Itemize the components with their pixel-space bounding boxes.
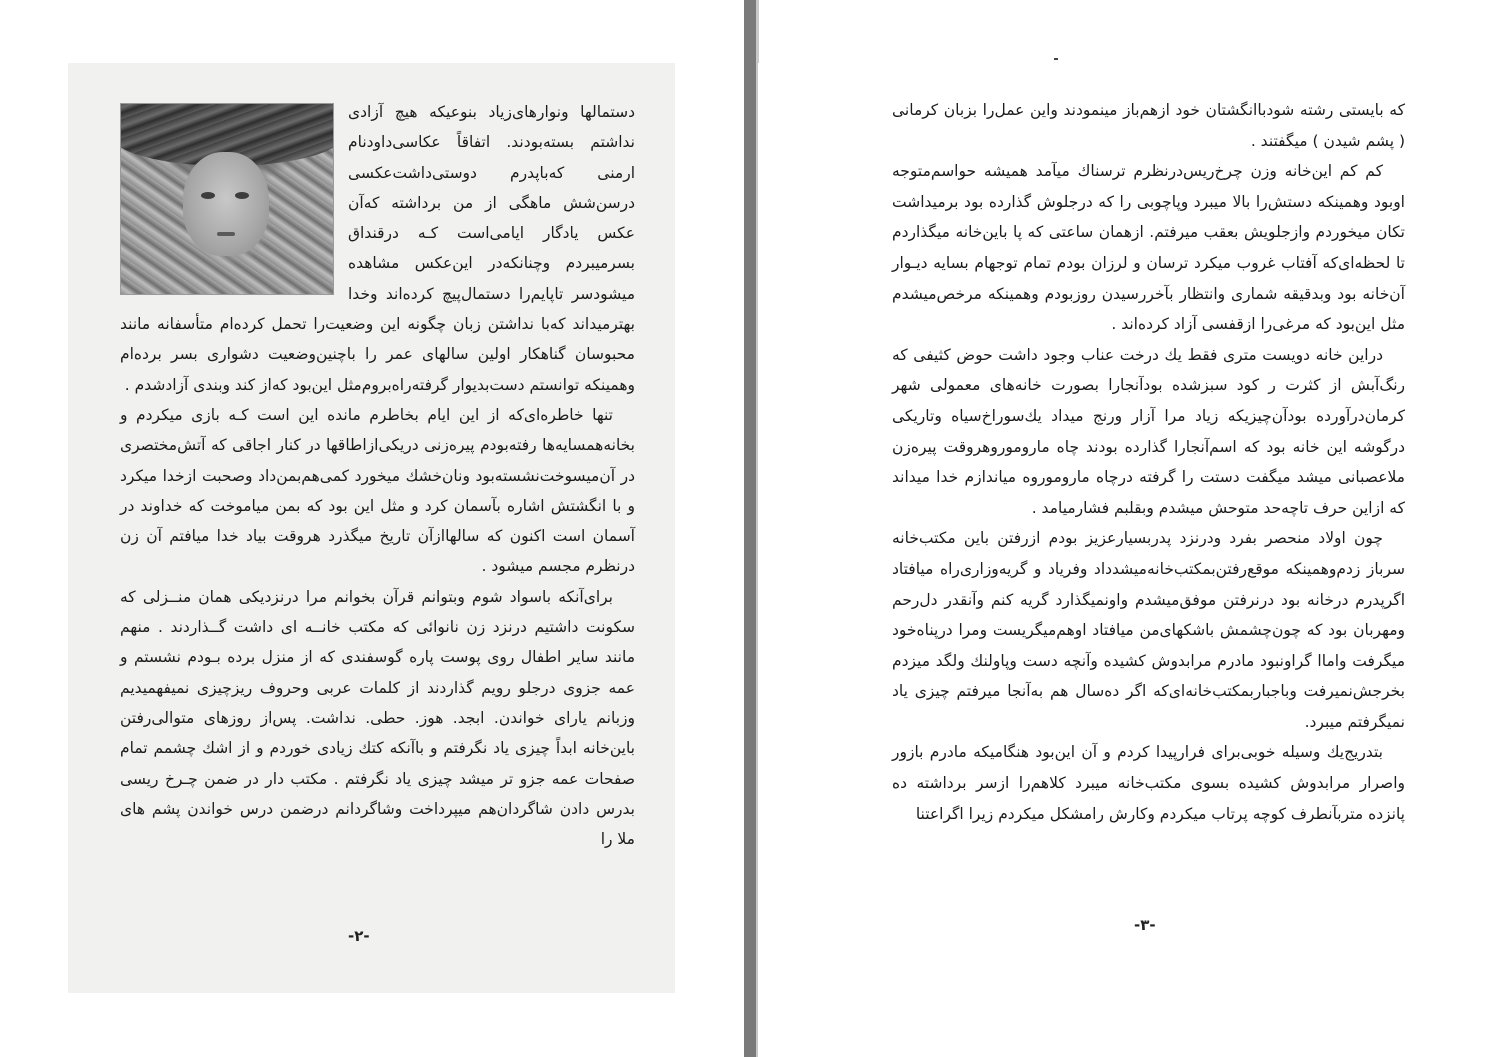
photo-face <box>183 152 269 256</box>
photo-mouth <box>217 232 235 236</box>
page-number-right: -۳- <box>1134 916 1156 934</box>
paragraph: برای‌آنکه باسواد شوم وبتوانم قرآن بخوانم مرا درنزدیکی همان منــزلی که سکونت داشتیم درنزد زن نانوائی که مکتب خانــه ای داشت گــذاردند . منهم مانند سایر اطفال روی پوست پاره گوسفندی که از منزل برده بـودم نشستم و عمه جزوی درجلو رویم گذاردند از کلمات عربی وحروف ریزچیزی نمیفهمیدیم وزبانم یارای خواندن. ابجد. هوز. حطی. نداشت. پس‌از روزهای متوالی‌رفتن باین‌خانه ابداً چیزی یاد نگرفتم و با‌آنکه کتك زیادی خوردم و از اشك چشمم تمام صفحات عمه جزو تر میشد چیزی یاد نگرفتم . مکتب دار در ضمن چـرخ ریسی بدرس دادن شاگردان‌هم میپرداخت وشاگردانم درضمن درس خواندن پشم های ملا را <box>120 587 635 849</box>
paragraph: تنها خاطره‌ای‌که از این ایام بخاطرم مانده این است کـه بازی میکردم و بخانه‌همسایه‌ها رفته‌بودم پیره‌زنی دریکی‌ازاطاقها در کنار اجاقی که آتش‌مختصری در آن‌میسوخت‌نشسته‌بود ونان‌خشك میخورد کمی‌هم‌بمن‌داد وصحبت ازخدا میکرد و با انگشتش اشاره بآسمان کرد و مثل این بود که بمن میاموخت که خداوند در آسمان است اکنون که سالهااز‌آن تاریخ میگذرد هروقت بیاد خدا میافتم آن زن درنظرم مجسم میشود . <box>120 405 635 576</box>
paragraph: دراین خانه دویست متری فقط یك درخت عناب وجود داشت حوض کثیفی که رنگ‌آبش از کثرت ر کود سبزشده بودآنجارا بصورت خانه‌های معمولی شهر کرمان‌درآورده بودآن‌چیزیکه زیاد مرا آزار ورنج میداد یك‌سوراخ‌سیاه وتاریکی درگوشه این خانه بود که اسم‌آنجارا گذارده بودند چاه ماروموروهروقت پیره‌زن ملاعصبانی میشد میگفت دستت را گرفته درچاه ماروموروه میاندازم خدا میداند که ازاین حرف تاچه‌حد متوحش میشدم وبقلبم فشارمیامد . <box>892 345 1405 517</box>
photo-eye <box>235 192 249 199</box>
paragraph: کم کم این‌خانه وزن چرخ‌ریس‌درنظرم ترسناك میآمد همیشه حواسم‌متوجه اوبود وهمینکه دستش‌را بالا میبرد وپاچوبی را که درجلوش گذارده بود برمیداشت تکان میخوردم وازجلویش بعقب میرفتم. ازهمان ساعتی که پا باین‌خانه میگذاردم تا لحظه‌ای‌که آفتاب غروب میکرد ترسان و لرزان بودم تمام توجهام بسایه دیـوار آن‌خانه بود وبدقیقه شماری وانتظار بآخررسیدن روزبودم وهمینکه مرخص‌میشدم مثل این‌بود که مرغی‌را ازقفسی آزاد کرده‌اند . <box>892 162 1405 334</box>
print-mark <box>1054 58 1058 60</box>
page-divider <box>744 0 756 1057</box>
paragraph: چون اولاد منحصر بفرد ودرنزد پدربسیارعزیز بودم ازرفتن باین مکتب‌خانه سرباز زدم‌وهمینکه موقع‌رفتن‌بمکتب‌خانه‌میشدداد وفریاد و گریه‌وزاری‌راه میافتاد اگرپدرم درخانه بود درنرفتن موفق‌میشدم واونمیگذارد گریه کنم وآنقدر دل‌رحم ومهربان بود که چون‌چشمش باشکهای‌من میافتاد اوهم‌میگریست ومرا درپناه‌خود میگرفت واماا گراونبود مادرم مرابدوش کشیده وآنچه دست وپاولنك ولگد میزدم بخرجش‌نمیرفت وباجباربمکتب‌خانه‌ای‌که اگر ده‌سال هم به‌آنجا میرفتم چیزی یاد نمیگرفتم میبرد. <box>892 529 1405 731</box>
page-number-left: -۲- <box>348 927 370 945</box>
paragraph: که بایستی رشته شودباانگشتان خود ازهم‌باز مینمودند واین عمل‌را بزبان کرمانی ( پشم شیدن ) میگفتند . <box>892 101 1405 150</box>
right-page <box>758 63 1501 1057</box>
left-page <box>68 63 675 993</box>
paragraph <box>120 97 635 400</box>
paragraph-text: دستمالها ونوارهای‌زیاد بنوعیکه هیچ آزادی نداشتم بسته‌بودند. اتفاقاً عکاسی‌داودنام ارمنی که‌باپدرم دوستی‌داشت‌عکسی درسن‌شش ماهگی از من برداشته که‌آن عکس یادگار ایامی‌است کـه درقنداق بسرمیبردم وچنانکه‌در این‌عکس‌ مشاهده میشودسر تاپایم‌را دستمال‌پیچ کرده‌اند وخدا بهترمیداند که‌با نداشتن زبان چگونه این وضعیت‌را تحمل کرده‌ام متأسفانه مانند محبوسان گناهکار اولین سالهای عمر را باچنین‌وضعیت دشواری بسر برده‌ام وهمینکه توانستم دست‌بدیوار گرفته‌راه‌بروم‌مثل این‌بود که‌از کند وبندی آزادشدم . <box>120 103 635 394</box>
paragraph: بتدریج‌یك وسیله خوبی‌برای فرارپیدا کردم و آن این‌بود هنگامیکه مادرم بازور واصرار مرابدوش کشیده بسوی مکتب‌خانه میبرد کلاهم‌را ازسر برداشته ده پانزده متربآنطرف کوچه پرتاب میکردم وکارش رامشکل میکردم زیرا اگراعتنا <box>892 743 1405 823</box>
baby-photo <box>120 103 334 295</box>
photo-eye <box>201 192 215 199</box>
